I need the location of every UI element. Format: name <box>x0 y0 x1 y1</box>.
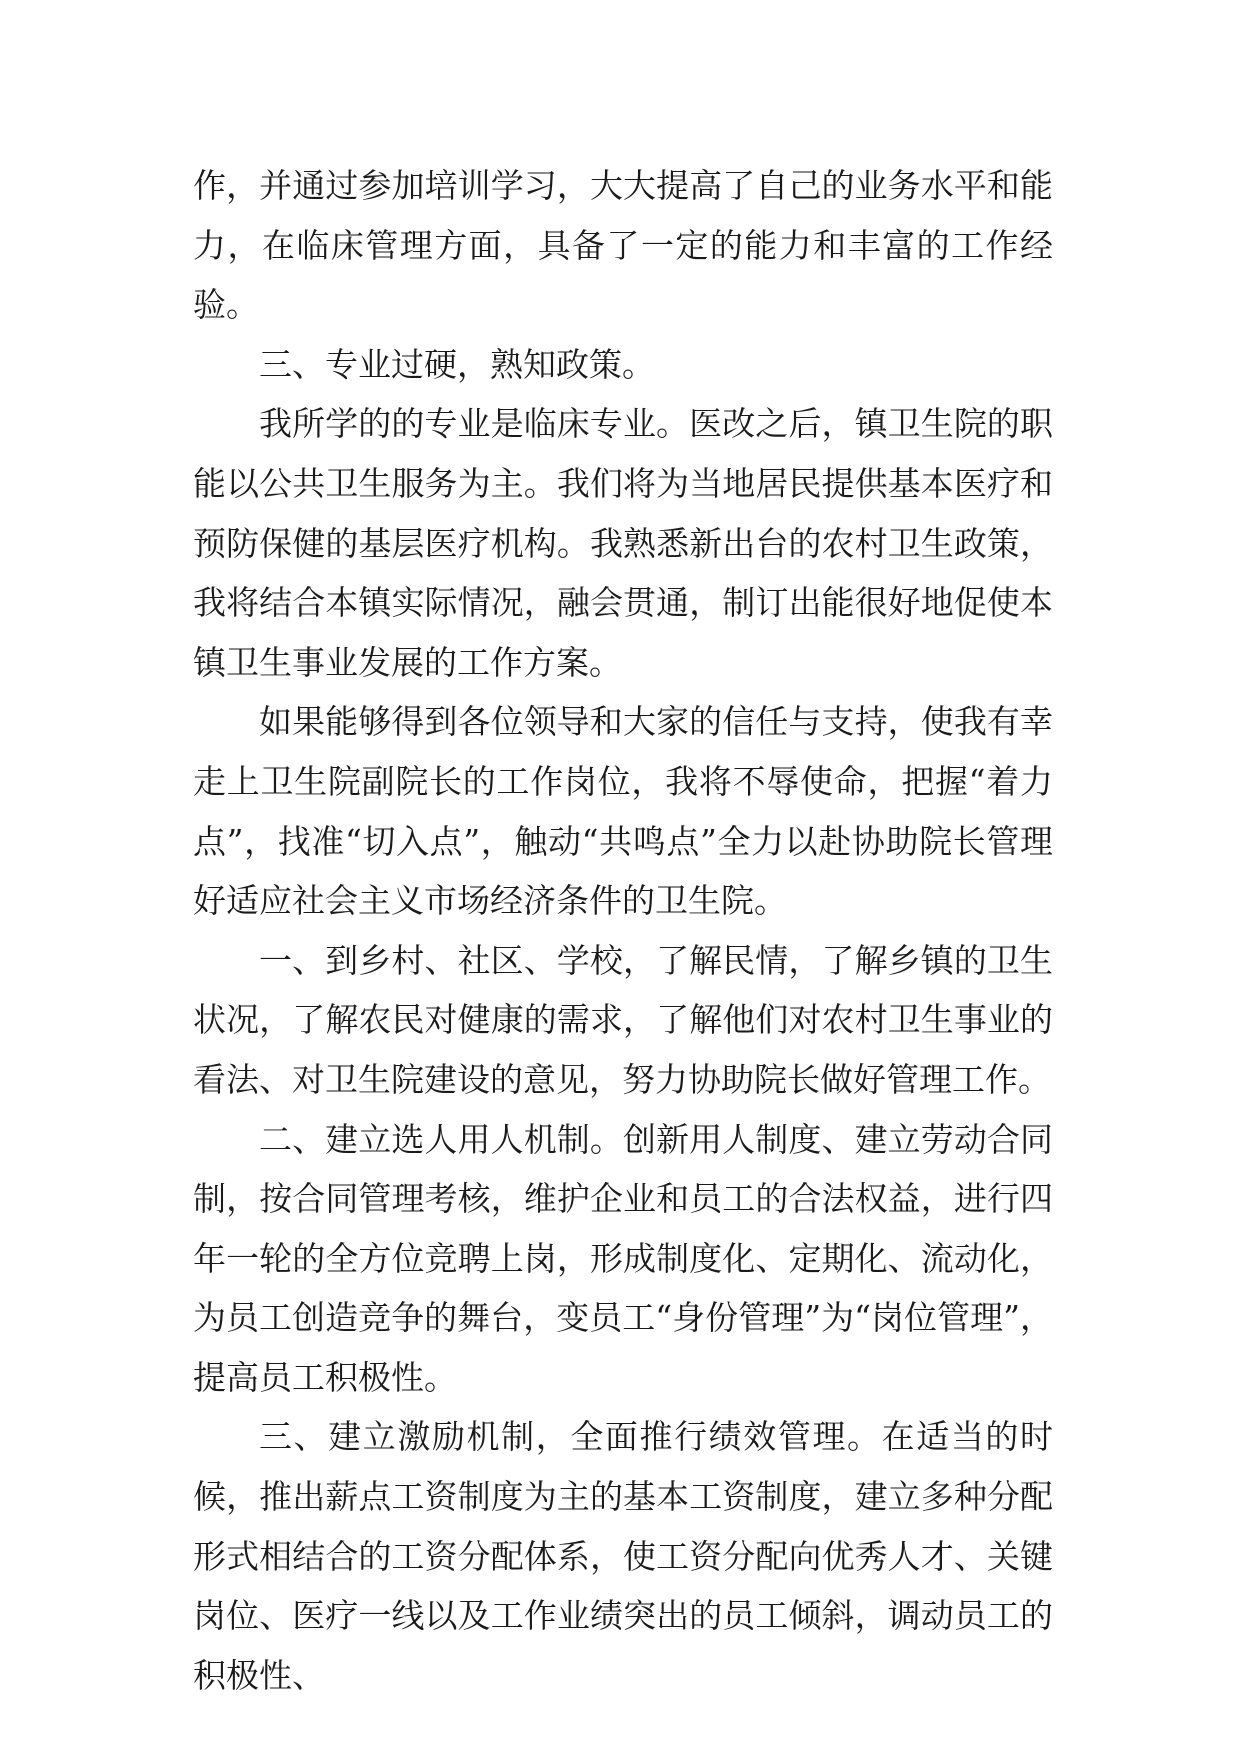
paragraph-point-three: 三、建立激励机制，全面推行绩效管理。在适当的时候，推出薪点工资制度为主的基本工资制度，建立多种分配形式相结合的工资分配体系，使工资分配向优秀人才、关键岗位、医疗一线以及工作业绩突出的员工倾斜，调动员工的积极性、 <box>193 1417 1053 1695</box>
paragraph-heading-policy: 三、专业过硬，熟知政策。 <box>259 344 655 384</box>
paragraph-point-one: 一、到乡村、社区、学校，了解民情，了解乡镇的卫生状况，了解农民对健康的需求，了解他们对农村卫生事业的看法、对卫生院建设的意见，努力协助院长做好管理工作。 <box>193 940 1053 1099</box>
paragraph-continued-experience: 作，并通过参加培训学习，大大提高了自己的业务水平和能力，在临床管理方面，具备了一定的能力和丰富的工作经验。 <box>193 166 1053 325</box>
paragraph-point-two: 二、建立选人用人机制。创新用人制度、建立劳动合同制，按合同管理考核，维护企业和员工的合法权益，进行四年一轮的全方位竞聘上岗，形成制度化、定期化、流动化，为员工创造竞争的舞台，变员工“身份管理”为“岗位管理”，提高员工积极性。 <box>193 1119 1053 1397</box>
paragraph-commitment: 如果能够得到各位领导和大家的信任与支持，使我有幸走上卫生院副院长的工作岗位，我将不辱使命，把握“着力点”，找准“切入点”，触动“共鸣点”全力以赴协助院长管理好适应社会主义市场经济条件的卫生院。 <box>193 702 1053 921</box>
paragraph-major-policy: 我所学的的专业是临床专业。医改之后，镇卫生院的职能以公共卫生服务为主。我们将为当地居民提供基本医疗和预防保健的基层医疗机构。我熟悉新出台的农村卫生政策，我将结合本镇实际情况，融会贯通，制订出能很好地促使本镇卫生事业发展的工作方案。 <box>193 404 1053 682</box>
document-body <box>193 156 1053 1705</box>
